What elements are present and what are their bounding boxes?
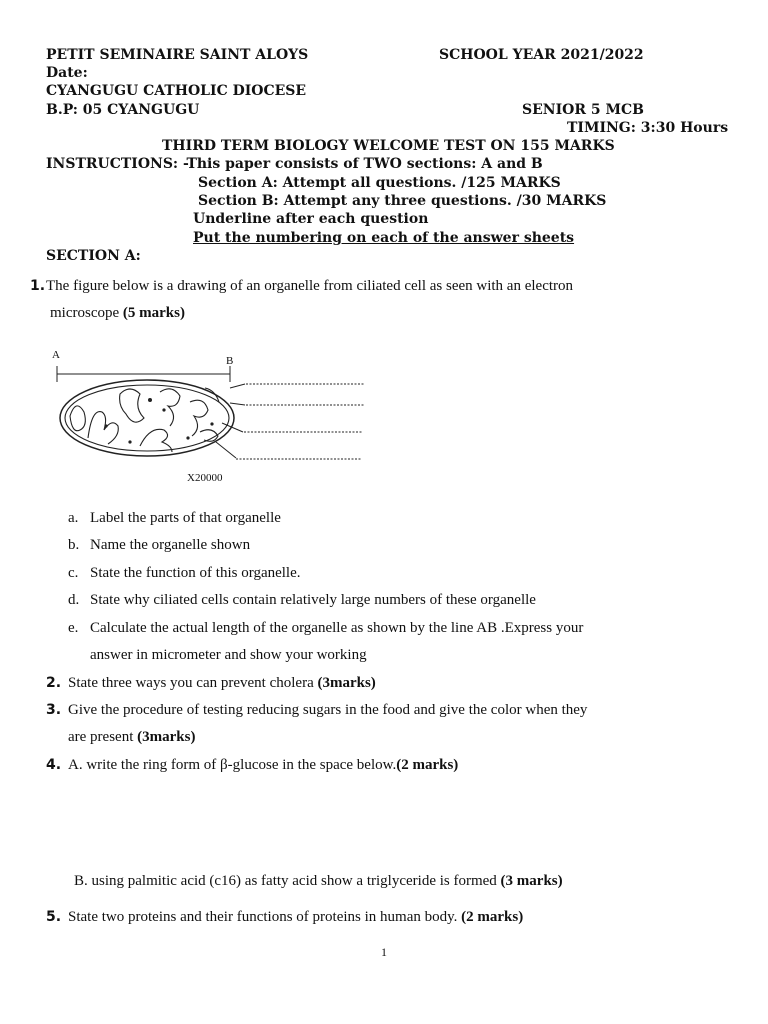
mitochondrion-drawing: [40, 346, 380, 491]
school-year: SCHOOL YEAR 2021/2022: [439, 47, 644, 63]
q1-number: 1.: [30, 278, 46, 294]
q4b-text: B. using palmitic acid (c16) as fatty acid show a triglyceride is formed (3 marks): [74, 873, 563, 889]
bp-address: B.P: 05 CYANGUGU: [46, 102, 200, 118]
label-a: A: [52, 349, 60, 361]
q1a-text: Label the parts of that organelle: [90, 510, 281, 526]
q2-text: State three ways you can prevent cholera (3marks): [68, 675, 376, 691]
q1d-letter: d.: [68, 592, 80, 608]
diocese: CYANGUGU CATHOLIC DIOCESE: [46, 83, 307, 99]
section-a-heading: SECTION A:: [46, 248, 141, 264]
instruction-section-a: Section A: Attempt all questions. /125 MARKS: [198, 175, 561, 191]
q1e-letter: e.: [68, 620, 79, 636]
q1-text-cont: microscope (5 marks): [50, 305, 185, 321]
q1c-letter: c.: [68, 565, 79, 581]
q5-text: State two proteins and their functions of proteins in human body. (2 marks): [68, 909, 524, 925]
q1b-text: Name the organelle shown: [90, 537, 251, 553]
q4a-text: A. write the ring form of β-glucose in the space below.(2 marks): [68, 757, 459, 773]
instructions-label: INSTRUCTIONS: -This paper consists of TWO sections: A and B: [46, 156, 543, 172]
q4-number: 4.: [46, 757, 62, 773]
q1a-letter: a.: [68, 510, 79, 526]
date-label: Date:: [46, 65, 88, 81]
timing: TIMING: 3:30 Hours: [567, 120, 729, 136]
q3-text: Give the procedure of testing reducing sugars in the food and give the color when they: [68, 702, 588, 718]
q3-text-cont: are present (3marks): [68, 729, 196, 745]
label-b: B: [226, 355, 234, 367]
q5-number: 5.: [46, 909, 62, 925]
instruction-numbering: Put the numbering on each of the answer sheets: [193, 230, 575, 246]
q1e-text-cont: answer in micrometer and show your working: [90, 647, 367, 663]
q2-number: 2.: [46, 675, 62, 691]
school-name: PETIT SEMINAIRE SAINT ALOYS: [46, 47, 309, 63]
q3-number: 3.: [46, 702, 62, 718]
magnification-label: X20000: [187, 472, 223, 484]
test-title: THIRD TERM BIOLOGY WELCOME TEST ON 155 MARKS: [162, 138, 615, 154]
instruction-section-b: Section B: Attempt any three questions. /30 MARKS: [198, 193, 607, 209]
organelle-figure: [40, 346, 380, 491]
page-number: 1: [381, 945, 387, 959]
q1e-text: Calculate the actual length of the organelle as shown by the line AB .Express your: [90, 620, 584, 636]
q1-text: The figure below is a drawing of an organelle from ciliated cell as seen with an electron: [46, 278, 574, 294]
class-label: SENIOR 5 MCB: [522, 102, 644, 118]
instruction-underline: Underline after each question: [193, 211, 429, 227]
q1b-letter: b.: [68, 537, 80, 553]
q1d-text: State why ciliated cells contain relatively large numbers of these organelle: [90, 592, 536, 608]
q1c-text: State the function of this organelle.: [90, 565, 301, 581]
